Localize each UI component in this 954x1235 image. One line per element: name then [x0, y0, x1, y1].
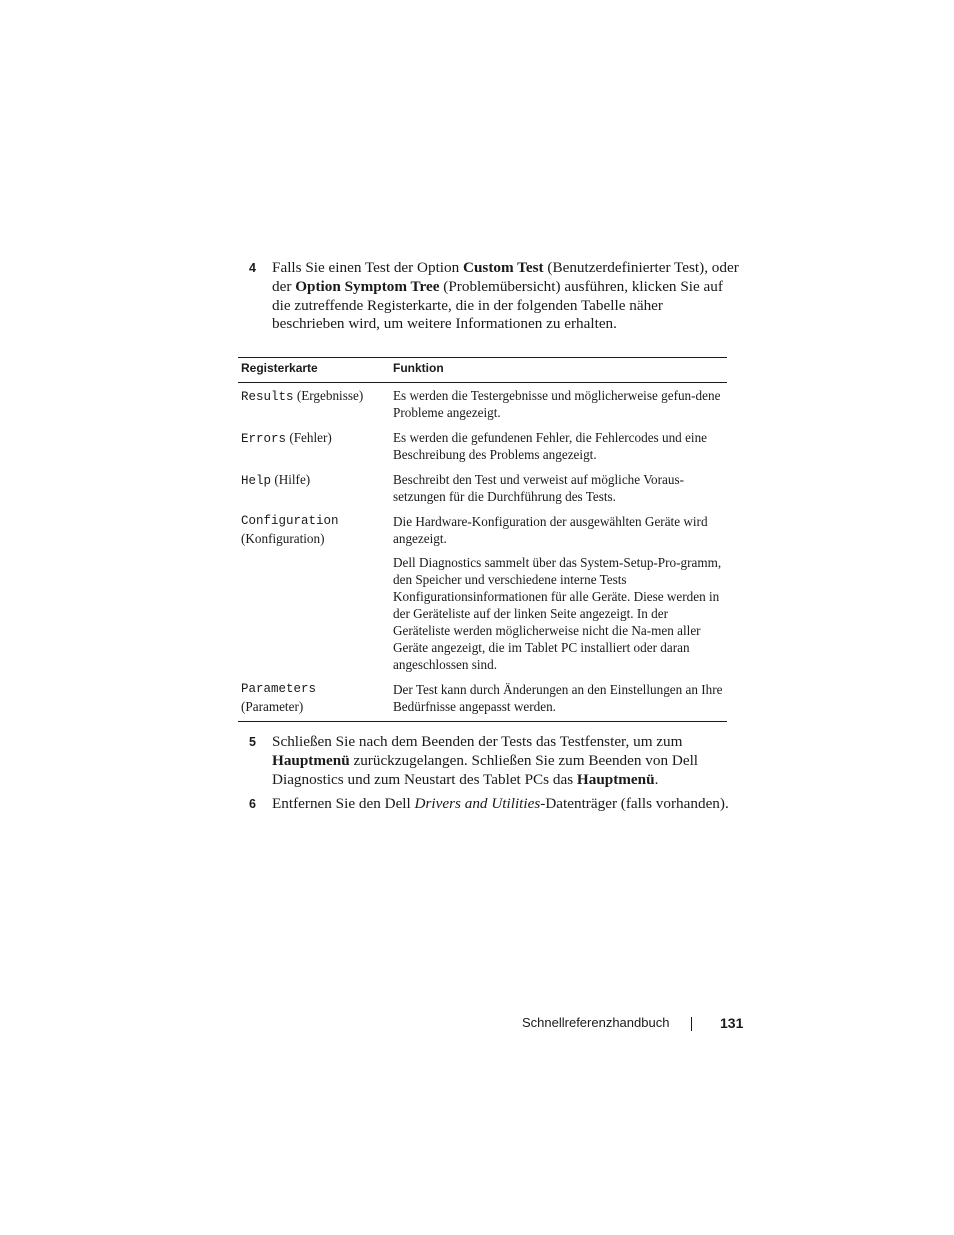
- tab-label: (Fehler): [286, 430, 332, 445]
- footer-title: Schnellreferenzhandbuch: [522, 1015, 670, 1030]
- bold-term: Hauptmenü: [576, 770, 655, 788]
- footer-divider: [691, 1017, 692, 1031]
- tab-code: Help: [241, 474, 272, 488]
- function-paragraph: Die Hardware-Konfiguration der ausgewählten Geräte wird angezeigt.: [393, 514, 708, 546]
- step-text: [272, 733, 739, 789]
- bold-term: Custom Test: [463, 259, 544, 276]
- step-number: 5: [249, 735, 256, 749]
- step-number: 4: [249, 261, 256, 275]
- step-number: 6: [249, 797, 256, 811]
- step-5: [249, 733, 739, 789]
- text-run: -Datenträger (falls vorhanden).: [540, 795, 729, 812]
- tab-cell: [238, 383, 390, 428]
- step-text: [272, 259, 739, 334]
- step-6: [249, 795, 739, 814]
- function-cell: Es werden die gefundenen Fehler, die Fehlercodes und eine Beschreibung des Problems angezeigt.: [393, 430, 708, 462]
- tab-code: Configuration: [241, 514, 339, 528]
- tab-code: Results: [241, 390, 294, 404]
- text-run: zurückzugelangen. Schließen Sie zum Beenden von Dell Diagnostics und zum Neustart des Tablet PCs das: [272, 751, 699, 788]
- tab-code: Errors: [241, 432, 287, 446]
- tab-cell: [238, 427, 390, 469]
- function-cell: Beschreibt den Test und verweist auf mögliche Voraus-setzungen für die Durchführung des Tests.: [393, 472, 684, 504]
- page-number: 131: [720, 1015, 744, 1031]
- text-run: (Benutzerdefinierter Test), oder der: [272, 259, 739, 295]
- tab-code: Parameters: [241, 682, 317, 696]
- tab-label: (Hilfe): [271, 472, 311, 487]
- tab-cell: [238, 469, 390, 511]
- bold-term: Hauptmenü: [272, 751, 350, 769]
- table-row: [238, 427, 727, 469]
- function-cell: Es werden die Testergebnisse und möglicherweise gefun-dene Probleme angezeigt.: [393, 388, 721, 420]
- text-run: (Problemübersicht) ausführen, klicken Sie auf die zutreffende Registerkarte, die in der folgenden Tabelle näher beschrieben wird, um weitere Informationen zu erhalten.: [272, 277, 723, 333]
- bold-term: Option Symptom Tree: [295, 277, 440, 295]
- table-row: [238, 511, 727, 679]
- header-funktion: Funktion: [390, 358, 727, 383]
- page-footer: [522, 1015, 744, 1031]
- tab-cell: [238, 679, 390, 722]
- tab-cell: [238, 511, 390, 679]
- header-registerkarte: Registerkarte: [238, 358, 390, 383]
- italic-term: Drivers and Utilities: [414, 795, 541, 812]
- table-row: [238, 469, 727, 511]
- text-run: Entfernen Sie den Dell: [272, 795, 415, 812]
- tab-label: (Parameter): [241, 699, 304, 714]
- tab-label: (Ergebnisse): [293, 388, 364, 403]
- table-row: [238, 679, 727, 722]
- text-run: Falls Sie einen Test der Option: [272, 259, 464, 276]
- tab-label: (Konfiguration): [241, 531, 325, 546]
- function-paragraph: Dell Diagnostics sammelt über das System-Setup-Pro-gramm, den Speicher und verschiedene interne Tests Konfigurationsinformationen für alle Geräte. Diese werden in der Geräteliste auf der linken Seite angezeigt. In der Geräteliste werden möglicherweise nicht die Na-men aller Geräte angezeigt, die im Tablet PC installiert oder daran angeschlossen sind.: [393, 555, 722, 672]
- table-row: [238, 383, 727, 428]
- function-cell: [390, 511, 727, 679]
- step-text: [272, 795, 739, 814]
- step-4: [249, 259, 739, 334]
- register-table: [238, 357, 727, 722]
- function-cell: Der Test kann durch Änderungen an den Einstellungen an Ihre Bedürfnisse angepasst werden.: [393, 682, 723, 714]
- table-header-row: [238, 358, 727, 383]
- text-run: Schließen Sie nach dem Beenden der Tests das Testfenster, um zum: [272, 733, 683, 750]
- text-run: .: [654, 770, 659, 788]
